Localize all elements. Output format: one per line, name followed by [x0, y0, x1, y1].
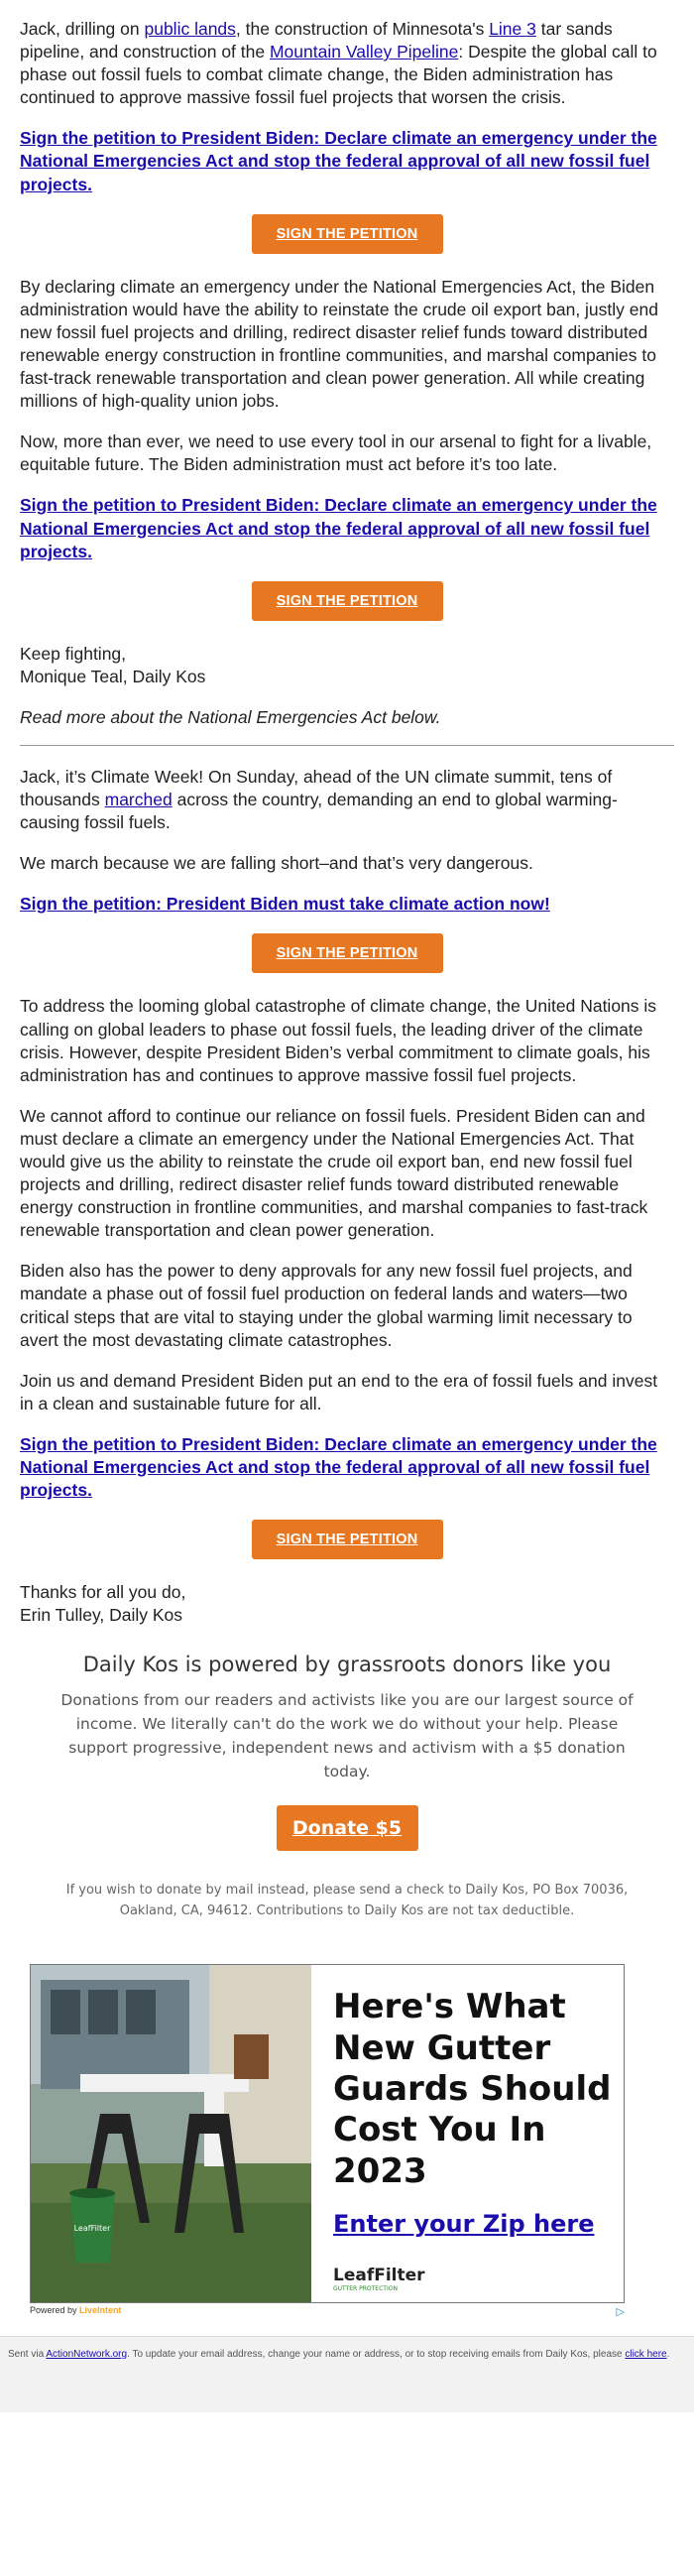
actionnetwork-link[interactable]: ActionNetwork.org: [46, 2349, 128, 2361]
donation-footer: [0, 1653, 694, 1922]
intro-text-2: , the construction of Minnesota's: [235, 19, 490, 39]
mountain-valley-link[interactable]: Mountain Valley Pipeline: [269, 42, 459, 62]
bottom-text-1: Sent via: [8, 2349, 47, 2361]
bucket-label: LeafFilter: [73, 2224, 111, 2234]
ad-box[interactable]: [30, 1964, 625, 2303]
ad-photo-illustration: [31, 1965, 311, 2302]
ad-cta-link[interactable]: Enter your Zip here: [333, 2210, 595, 2239]
declare-paragraph: By declaring climate an emergency under the National Emergencies Act, the Biden administration would have the ability to reinstate the crude oil export ban, justly end new fossil fuel projects and drilling, redirect disaster relief funds toward distributed renewable energy construction in frontline communities, and marshal companies to fast-track renewable transportation and clean power generation. All while creating millions of high-quality union jobs.: [20, 276, 658, 412]
join-paragraph: Join us and demand President Biden put an end to the era of fossil fuels and invest in a clean and sustainable future for all.: [20, 1370, 658, 1413]
powered-by: [30, 2305, 122, 2318]
signoff: Keep fighting,: [20, 643, 127, 664]
climate-week-text-2: across the country, demanding an end to global warming-causing fossil fuels.: [20, 790, 618, 833]
intro-text-3: tar sands pipeline, and construction of the: [20, 19, 613, 62]
intro-text-4: : Despite the global call to phase out fossil fuels to combat climate change, the Biden administration has continued to approve massive fossil fuel projects that worsen the crisis.: [20, 42, 657, 108]
logo-subtext: GUTTER PROTECTION: [333, 2285, 398, 2293]
climate-week-paragraph: [20, 766, 674, 834]
climate-week-text-1: Jack, it’s Climate Week! On Sunday, ahead of the UN climate summit, tens of thousands: [20, 766, 613, 810]
march-paragraph: We march because we are falling short–and that’s very dangerous.: [20, 853, 533, 874]
mail-donation-note: If you wish to donate by mail instead, please send a check to Daily Kos, PO Box 70036, Oakland, CA, 94612. Contributions to Daily Kos are not tax deductible.: [65, 1883, 629, 1919]
sign-petition-button-1[interactable]: SIGN THE PETITION: [252, 214, 443, 254]
signer-name-2: Erin Tulley, Daily Kos: [20, 1605, 183, 1626]
public-lands-link[interactable]: public lands: [144, 19, 236, 39]
now-paragraph: Now, more than ever, we need to use every tool in our arsenal to fight for a livable, equitable future. The Biden administration must act before it’s too late.: [20, 431, 652, 475]
adchoices-icon[interactable]: ▷: [616, 2306, 625, 2319]
bottom-text-3: .: [666, 2349, 670, 2361]
email-body: [0, 18, 694, 1627]
email-bottom-bar: [0, 2336, 694, 2412]
footer-body: Donations from our readers and activists like you are our largest source of income. We literally can't do the work we do without your help. Please support progressive, independent news and activism with a $5 donation today.: [60, 1691, 634, 1781]
bottom-text-2: . To update your email address, change your name or address, or to stop receiving emails from Daily Kos, please: [127, 2349, 626, 2361]
marched-link[interactable]: marched: [104, 790, 173, 810]
leaffilter-logo: [333, 2266, 624, 2292]
petition-link-3[interactable]: Sign the petition: President Biden must take climate action now!: [20, 894, 550, 915]
ad-image[interactable]: [31, 1965, 311, 2302]
intro-paragraph: [20, 18, 674, 109]
petition-link-1[interactable]: Sign the petition to President Biden: Declare climate an emergency under the National Emergencies Act and stop the federal approval of all new fossil fuel projects.: [20, 128, 657, 194]
sign-petition-button-3[interactable]: SIGN THE PETITION: [252, 933, 443, 973]
powered-text: Powered by: [30, 2305, 77, 2316]
petition-link-2[interactable]: Sign the petition to President Biden: Declare climate an emergency under the National Emergencies Act and stop the federal approval of all new fossil fuel projects.: [20, 495, 657, 561]
footer-heading: Daily Kos is powered by grassroots donors like you: [82, 1653, 612, 1677]
signature-1: [20, 643, 674, 688]
petition-link-4[interactable]: Sign the petition to President Biden: Declare climate an emergency under the National Emergencies Act and stop the federal approval of all new fossil fuel projects.: [20, 1433, 657, 1501]
intro-text-1: Jack, drilling on: [20, 19, 145, 39]
donate-button[interactable]: Donate $5: [277, 1805, 418, 1851]
line3-link[interactable]: Line 3: [489, 19, 536, 39]
unsubscribe-link[interactable]: click here: [625, 2349, 667, 2361]
ad-text[interactable]: [311, 1965, 624, 2302]
deny-paragraph: Biden also has the power to deny approvals for any new fossil fuel projects, and mandate a phase out of fossil fuel production on federal lands and waters—two critical steps that are vital to staying under the global warming limit necessary to avert the most devastating climate catastrophes.: [20, 1261, 633, 1350]
signoff-2: Thanks for all you do,: [20, 1582, 186, 1603]
divider: [20, 745, 674, 746]
afford-paragraph: We cannot afford to continue our reliance on fossil fuels. President Biden can and must declare a climate an emergency under the National Emergencies Act. That would give us the ability to reinstate the crude oil export ban, end new fossil fuel projects and drilling, redirect disaster relief funds toward distributed renewable energy construction in frontline communities, and marshal companies to fast-track renewable transportation and clean power generation.: [20, 1105, 648, 1241]
logo-text: LeafFilter: [333, 2266, 425, 2286]
sign-petition-button-2[interactable]: SIGN THE PETITION: [252, 581, 443, 621]
ad-headline[interactable]: Here's What New Gutter Guards Should Cost You In 2023: [333, 1987, 612, 2191]
sign-petition-button-4[interactable]: SIGN THE PETITION: [252, 1520, 443, 1559]
ad-footer: [30, 2305, 625, 2318]
liveintent-logo[interactable]: LiveIntent: [79, 2305, 122, 2316]
signature-2: [20, 1581, 674, 1627]
un-paragraph: To address the looming global catastrophe of climate change, the United Nations is calling on global leaders to phase out fossil fuels, the leading driver of the climate crisis. However, despite President Biden’s verbal commitment to climate goals, his administration has and continues to approve massive fossil fuel projects.: [20, 996, 657, 1085]
advertisement[interactable]: [30, 1964, 642, 2318]
read-more: Read more about the National Emergencies Act below.: [20, 706, 441, 727]
signer-name: Monique Teal, Daily Kos: [20, 666, 206, 686]
